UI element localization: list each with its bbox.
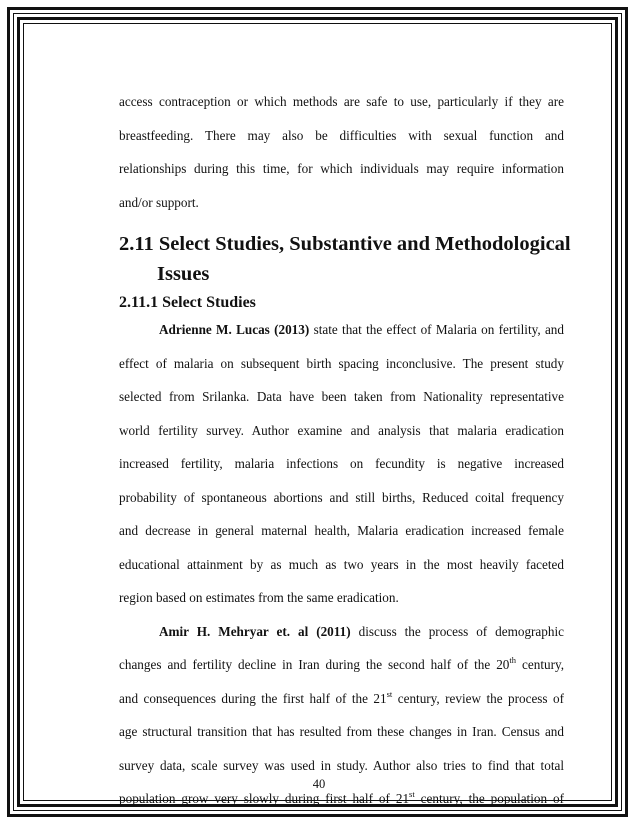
section-heading: 2.11 Select Studies, Substantive and Methodological (119, 233, 571, 255)
text-line (119, 618, 564, 652)
text-line: educational attainment by as much as two years in the most heavily faceted (119, 556, 564, 572)
text-line: selected from Srilanka. Data have been taken from Nationality representative (119, 389, 564, 404)
text-line: relationships during this time, for which individuals may require information (119, 161, 564, 176)
text-segment: population grow very slowly during first half of 21 (119, 791, 410, 806)
superscript: st (409, 789, 415, 799)
text-line: effect of malaria on subsequent birth spacing inconclusive. The present study (119, 355, 564, 371)
text-line: probability of spontaneous abortions and still births, Reduced coital frequency (119, 489, 564, 505)
text-segment: and consequences during the first half of the 21 (119, 690, 387, 706)
text-segment: century, review the process of (392, 690, 564, 706)
text-line: world fertility survey. Author examine and analysis that malaria eradication (119, 422, 564, 438)
section-heading-continued: Issues (157, 263, 210, 285)
text-line: region based on estimates from the same eradication. (119, 590, 399, 605)
subsection-heading: 2.11.1 Select Studies (119, 294, 256, 311)
page-content (119, 88, 571, 819)
citation-text: state that the effect of Malaria on fertility, and (309, 322, 564, 337)
text-line: survey data, scale survey was used in study. Author also tries to find that total (119, 757, 564, 773)
text-line (119, 316, 564, 350)
text-segment: century, the population of (414, 791, 564, 806)
paragraph-contraception (119, 88, 564, 222)
paragraph-lucas (119, 316, 564, 618)
text-line (119, 651, 564, 685)
text-line: age structural transition that has resulted from these changes in Iran. Census and (119, 724, 564, 739)
text-segment: changes and fertility decline in Iran during the second half of the 20 (119, 657, 510, 672)
text-line: and/or support. (119, 194, 199, 210)
text-line: breastfeeding. There may also be difficulties with sexual function and (119, 127, 564, 143)
text-line (119, 685, 564, 719)
superscript: th (509, 655, 517, 665)
citation-text: discuss the process of demographic (350, 623, 564, 639)
page-number: 40 (312, 777, 326, 791)
text-line: access contraception or which methods are safe to use, particularly if they are (119, 94, 564, 109)
text-line: and decrease in general maternal health, Malaria eradication increased female (119, 523, 564, 538)
text-segment: century, (516, 657, 564, 672)
text-line: increased fertility, malaria infections on fecundity is negative increased (119, 456, 564, 471)
citation-author: Amir H. Mehryar et. al (2011) (159, 623, 351, 639)
citation-author: Adrienne M. Lucas (2013) (159, 322, 310, 337)
superscript: st (386, 688, 393, 699)
